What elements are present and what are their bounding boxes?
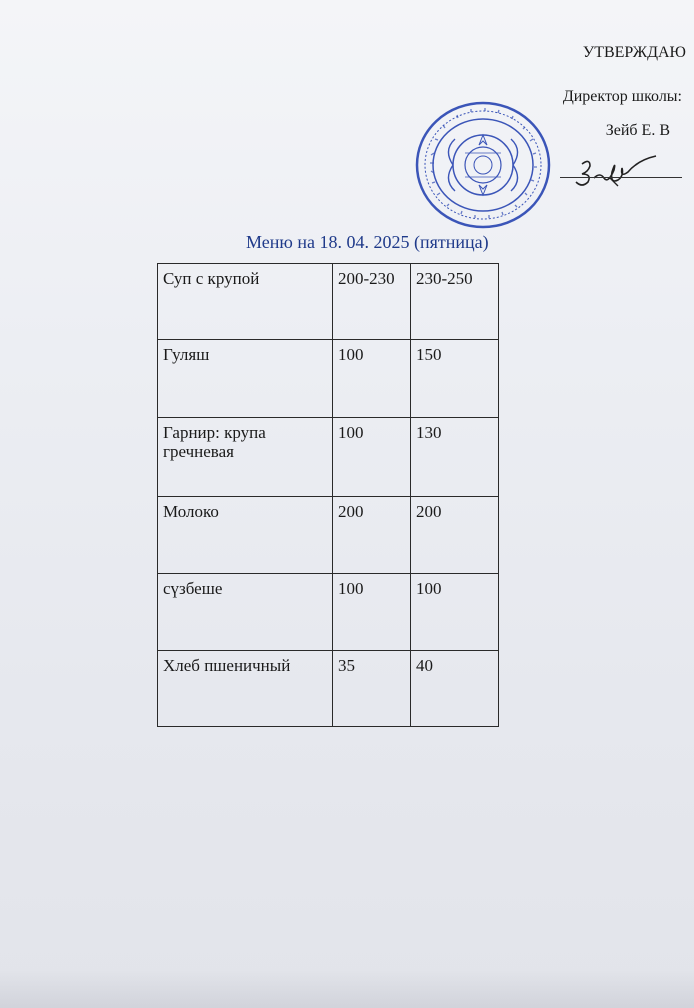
portion-small-cell: 200-230 [333, 264, 411, 340]
portion-large-cell: 130 [411, 418, 499, 497]
dish-cell: Молоко [158, 497, 333, 574]
table-row [158, 651, 499, 727]
director-position: Директор школы: [562, 88, 682, 105]
menu-title: Меню на 18. 04. 2025 (пятница) [246, 232, 489, 252]
table-row [158, 340, 499, 418]
dish-cell: Хлеб пшеничный [158, 651, 333, 727]
dish-cell: Гуляш [158, 340, 333, 418]
director-signature [560, 150, 670, 192]
portion-large-cell: 40 [411, 651, 499, 727]
table-row [158, 418, 499, 497]
menu-table [157, 263, 499, 727]
portion-large-cell: 100 [411, 574, 499, 651]
signature-line [560, 177, 682, 178]
portion-small-cell: 100 [333, 340, 411, 418]
portion-small-cell: 200 [333, 497, 411, 574]
director-name: Зейб Е. В [605, 122, 670, 139]
approve-heading: УТВЕРЖДАЮ [582, 44, 686, 61]
table-row [158, 497, 499, 574]
table-row [158, 264, 499, 340]
portion-large-cell: 150 [411, 340, 499, 418]
portion-small-cell: 100 [333, 574, 411, 651]
portion-large-cell: 230-250 [411, 264, 499, 340]
dish-cell: Суп с крупой [158, 264, 333, 340]
dish-cell: сүзбеше [158, 574, 333, 651]
dish-cell: Гарнир: крупа гречневая [158, 418, 333, 497]
portion-large-cell: 200 [411, 497, 499, 574]
portion-small-cell: 35 [333, 651, 411, 727]
portion-small-cell: 100 [333, 418, 411, 497]
official-seal-stamp [413, 95, 553, 235]
table-row [158, 574, 499, 651]
